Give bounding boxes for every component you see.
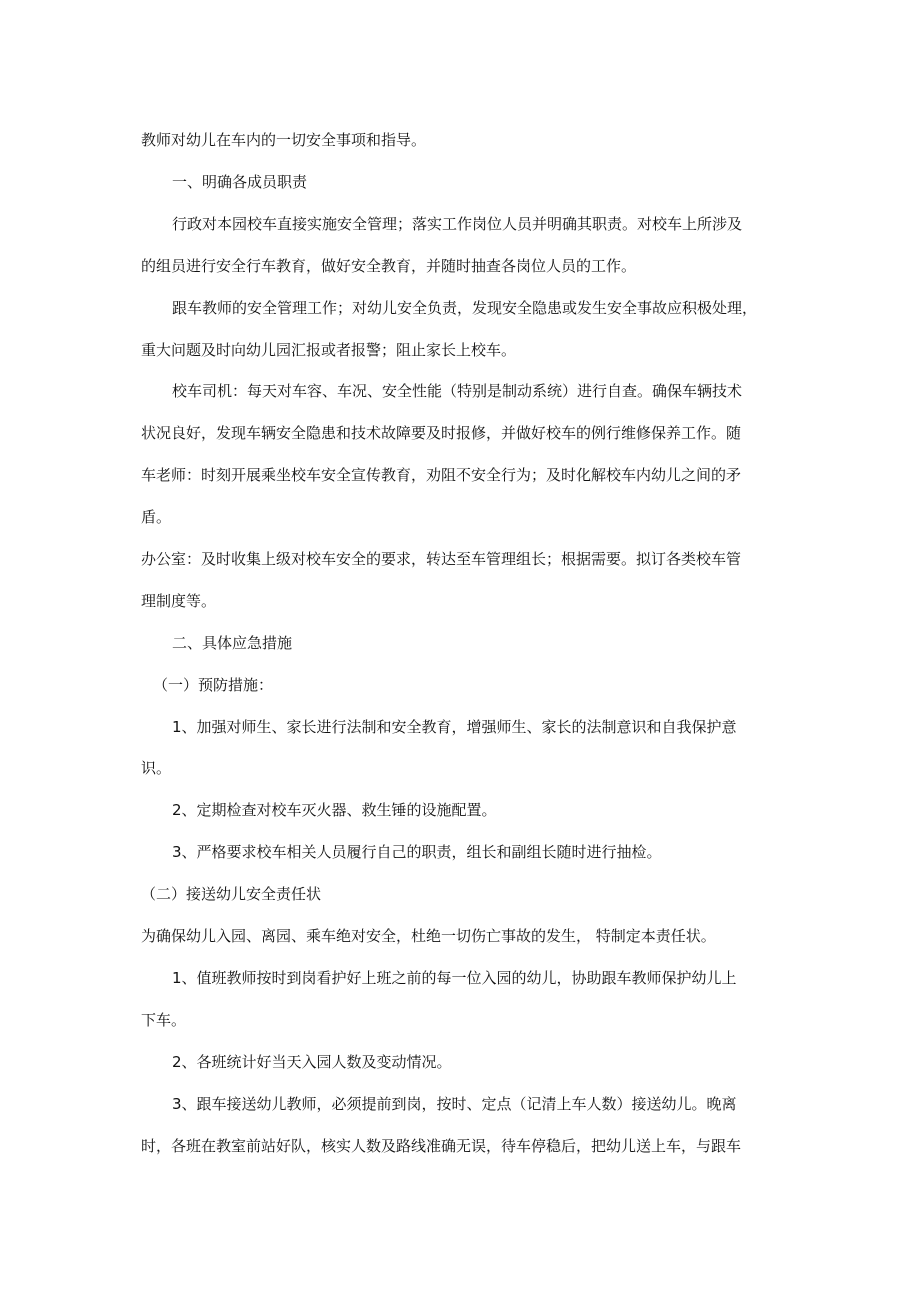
subsection-heading: （一）预防措施： xyxy=(153,676,274,694)
section-heading: 一、明确各成员职责 xyxy=(172,173,308,191)
text-line: 跟车教师的安全管理工作；对幼儿安全负责，发现安全隐患或发生安全事故应积极处理， xyxy=(172,299,758,317)
text-line: 车老师：时刻开展乘坐校车安全宣传教育，劝阻不安全行为；及时化解校车内幼儿之间的矛 xyxy=(141,466,742,484)
list-item: 1、值班教师按时到岗看护好上班之前的每一位入园的幼儿，协助跟车教师保护幼儿上 xyxy=(172,969,737,987)
text-line: 盾。 xyxy=(141,508,172,526)
list-item: 1、加强对师生、家长进行法制和安全教育，增强师生、家长的法制意识和自我保护意 xyxy=(172,718,737,736)
text-line: 时，各班在教室前站好队，核实人数及路线准确无误，待车停稳后，把幼儿送上车，与跟车 xyxy=(141,1137,742,1155)
text-line: 重大问题及时向幼儿园汇报或者报警；阻止家长上校车。 xyxy=(141,341,517,359)
text-line: 的组员进行安全行车教育，做好安全教育，并随时抽查各岗位人员的工作。 xyxy=(141,257,637,275)
subsection-heading: （二）接送幼儿安全责任状 xyxy=(141,885,322,903)
text-line: 办公室：及时收集上级对校车安全的要求，转达至车管理组长；根据需要。拟订各类校车管 xyxy=(141,550,742,568)
text-line: 校车司机：每天对车容、车况、安全性能（特别是制动系统）进行自查。确保车辆技术 xyxy=(172,382,743,400)
list-item: 3、严格要求校车相关人员履行自己的职责，组长和副组长随时进行抽检。 xyxy=(172,843,662,861)
text-line: 行政对本园校车直接实施安全管理；落实工作岗位人员并明确其职责。对校车上所涉及 xyxy=(172,215,743,233)
text-line: 理制度等。 xyxy=(141,592,217,610)
section-heading: 二、具体应急措施 xyxy=(172,634,293,652)
list-item: 3、跟车接送幼儿教师，必须提前到岗，按时、定点（记清上车人数）接送幼儿。晚离 xyxy=(172,1095,737,1113)
text-line: 状况良好，发现车辆安全隐患和技术故障要及时报修，并做好校车的例行维修保养工作。随 xyxy=(141,424,742,442)
text-line: 为确保幼儿入园、离园、乘车绝对安全，杜绝一切伤亡事故的发生， 特制定本责任状。 xyxy=(141,927,716,945)
text-line: 下车。 xyxy=(141,1011,187,1029)
text-line: 教师对幼儿在车内的一切安全事项和指导。 xyxy=(141,131,427,149)
list-item: 2、定期检查对校车灭火器、救生锤的设施配置。 xyxy=(172,801,497,819)
text-line: 识。 xyxy=(141,759,172,777)
list-item: 2、各班统计好当天入园人数及变动情况。 xyxy=(172,1053,452,1071)
